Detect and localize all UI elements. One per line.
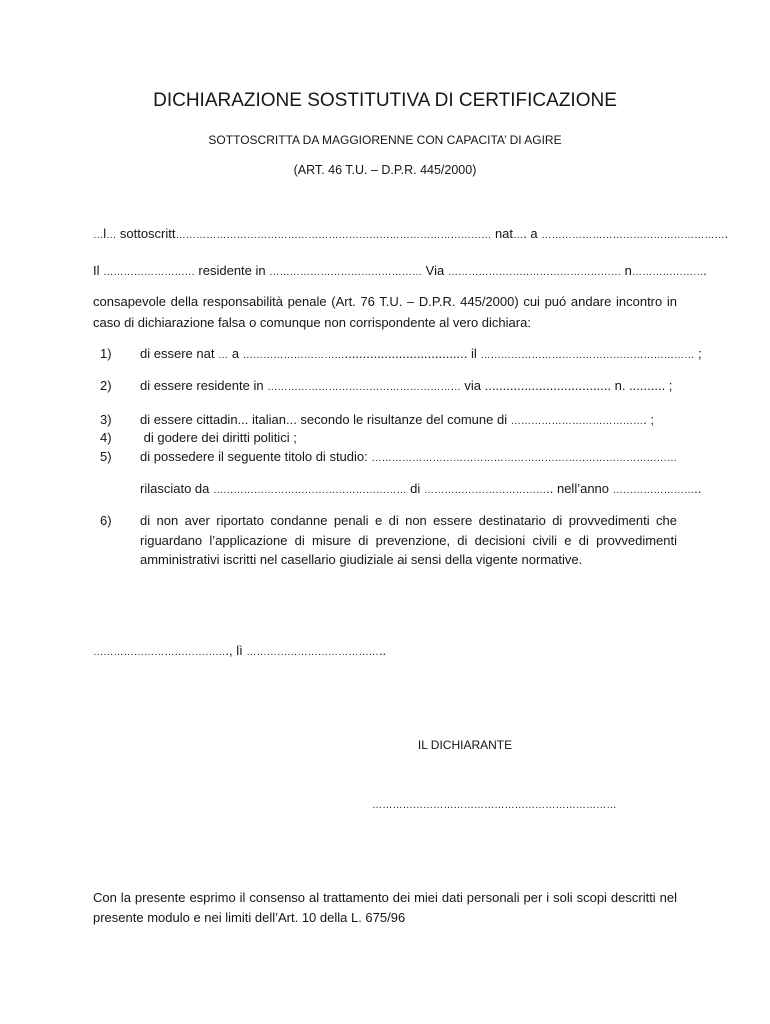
item-continuation-text: rilasciato da ………………………………………………… di ……………………………….. nell’anno …………………….. — [140, 481, 702, 496]
place-date-line: …………………………………., lì ………………………………….. — [93, 643, 387, 658]
item-text: di essere nat … a ………………………….................................. il ……………………………………………………… ; — [140, 346, 702, 361]
item-text-line: di non aver riportato condanne penali e di non essere destinatario di provvedimenti che — [140, 513, 677, 528]
dot-leader: ………………………………………………………………………………… — [175, 230, 492, 241]
dot-leader: ……………………… — [103, 267, 195, 278]
declaration-item-3 — [100, 410, 677, 430]
item-number: 6) — [100, 513, 112, 528]
dot-leader: … — [513, 230, 524, 241]
dot-leader: …………………………………………… — [447, 267, 622, 278]
dot-leader: … — [218, 350, 229, 361]
dot-leader: … — [106, 230, 117, 241]
dot-leader: ………………………………… — [246, 647, 379, 658]
declaration-item-6 — [100, 511, 677, 571]
document-title: DICHIARAZIONE SOSTITUTIVA DI CERTIFICAZIONE — [153, 90, 617, 111]
document-subtitle: SOTTOSCRITTA DA MAGGIORENNE CON CAPACITA’ DI AGIRE — [208, 133, 562, 147]
awareness-statement-line: caso di dichiarazione falsa o comunque non corrispondente al vero dichiara: — [93, 315, 531, 330]
signatory-label: IL DICHIARANTE — [417, 738, 513, 752]
privacy-consent-line: Con la presente esprimo il consenso al trattamento dei miei dati personali per i soli scopi descritti nel — [93, 890, 677, 905]
item-number: 3) — [100, 412, 112, 427]
item-text: di godere dei diritti politici ; — [140, 430, 297, 445]
declarant-name-line: …l… sottoscritt………………………………………………………………………………… nat…. a ………………………………………………. — [93, 226, 729, 241]
item-text-line: amministrativi iscritti nel casellario giudiziale ai sensi della vigente normative. — [140, 552, 583, 567]
dot-leader: ………………………………… — [510, 416, 644, 427]
dot-leader: … — [93, 230, 104, 241]
residence-line: Il ……………………… residente in ……………………………………… Via …………………………………………… n…………………. — [93, 263, 707, 278]
dot-leader: ……………………………………………………………………………… — [371, 453, 677, 464]
declaration-item-1 — [100, 344, 702, 364]
item-text: di essere cittadin... italian... secondo le risultanze del comune di …………………………………. ; — [140, 412, 654, 427]
awareness-statement-line: consapevole della responsabilità penale (Art. 76 T.U. – D.P.R. 445/2000) cui puó andare incontro in — [93, 294, 677, 309]
item-number: 4) — [100, 430, 112, 445]
declaration-item-4 — [100, 428, 677, 448]
dot-leader: ………………………………… — [93, 647, 226, 658]
dot-leader: ………………… — [631, 267, 704, 278]
dot-leader: …………………… — [612, 485, 695, 496]
item-text: di essere residente in ………………………………………………… via ................................... n. .......... ; — [140, 378, 673, 393]
item-text: di possedere il seguente titolo di studio: ……………………………………………………………………………… — [140, 449, 677, 464]
dot-leader: ……………………………………… — [269, 267, 423, 278]
dot-leader: ……………………………… — [423, 485, 547, 496]
dot-leader: ………………………………………………… — [267, 382, 461, 393]
item-number: 1) — [100, 346, 112, 361]
dot-leader: ………………………………………………… — [212, 485, 407, 496]
declaration-item-5 — [100, 447, 702, 499]
dot-leader: ……………………………………………………………… — [372, 800, 617, 811]
signature-line — [372, 794, 617, 816]
item-number: 5) — [100, 449, 112, 464]
dot-leader: ……………………………………………………… — [480, 350, 695, 361]
dot-leader: ……………………………………………… — [541, 230, 725, 241]
privacy-consent-line: presente modulo e nei limiti dell’Art. 10 della L. 675/96 — [93, 910, 406, 925]
dot-leader: ………………………… — [242, 350, 345, 361]
legal-reference: (ART. 46 T.U. – D.P.R. 445/2000) — [293, 163, 477, 177]
item-number: 2) — [100, 378, 112, 393]
item-text-line: riguardano l’applicazione di misure di prevenzione, di decisioni civili e di provvedimenti — [140, 533, 677, 548]
declaration-item-2 — [100, 376, 677, 396]
